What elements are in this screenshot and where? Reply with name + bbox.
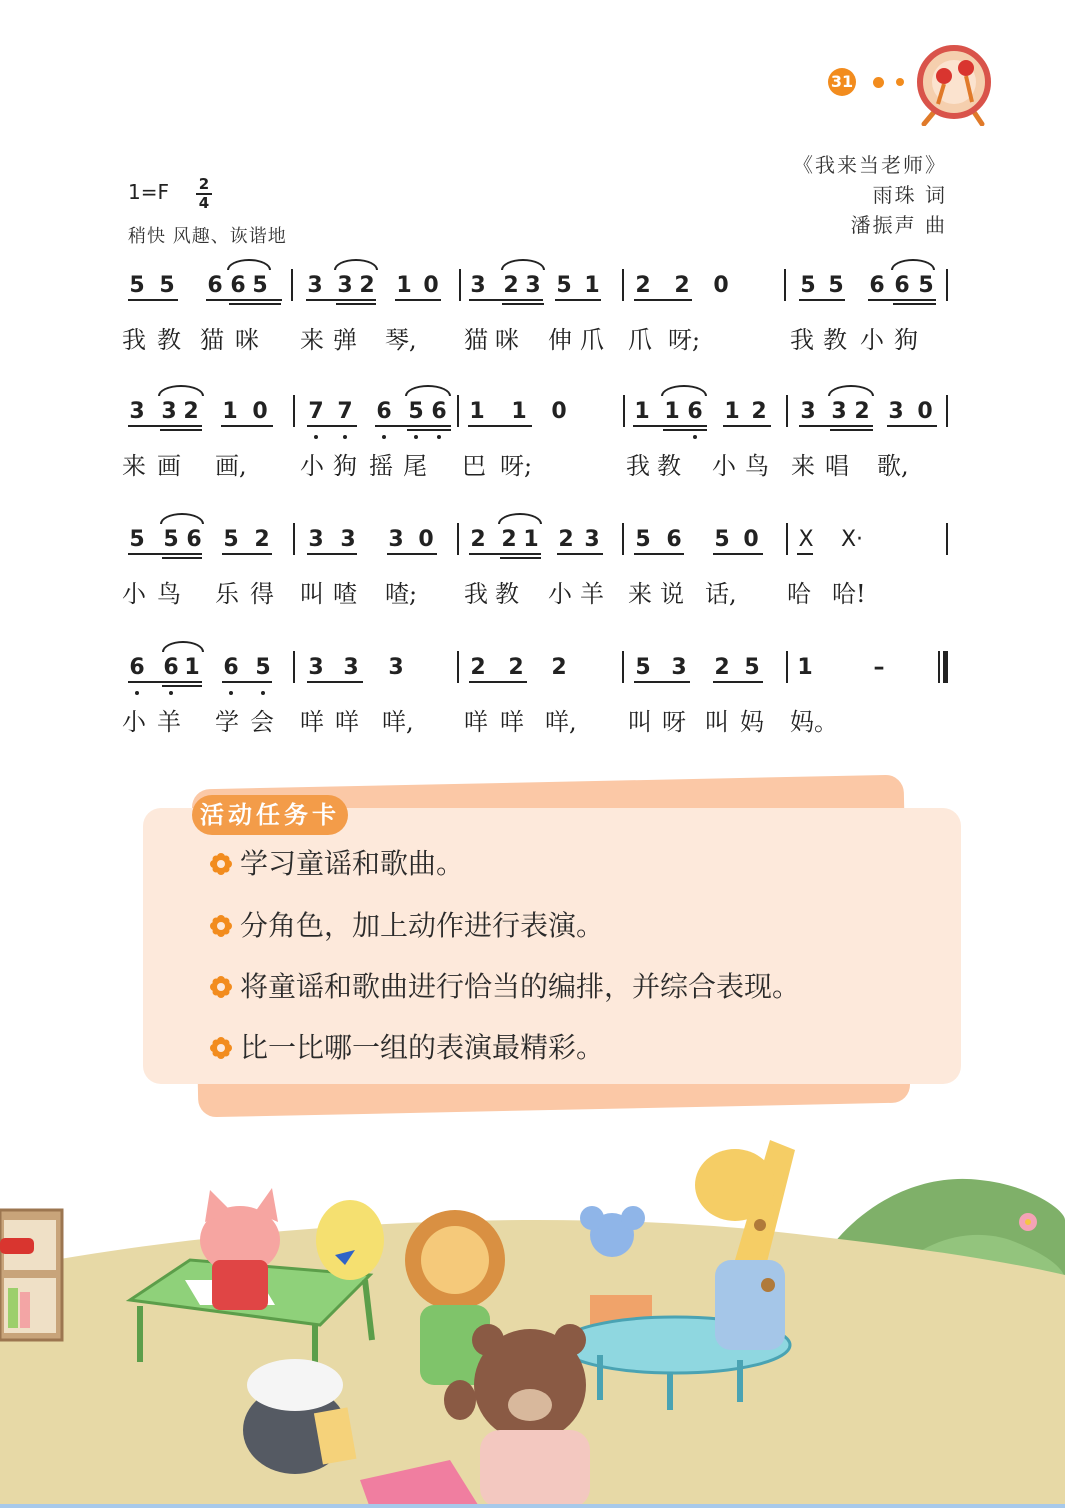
note: 5 <box>159 273 175 298</box>
note: 5 <box>828 273 844 298</box>
song-title: 《我来当老师》 <box>793 153 947 177</box>
task-card-title: 活动任务卡 <box>192 795 348 835</box>
task-item: 将童谣和歌曲进行恰当的编排，并综合表现。 <box>210 969 800 1005</box>
task-item: 比一比哪一组的表演最精彩。 <box>210 1030 604 1066</box>
barline <box>291 269 293 301</box>
note: 3 <box>525 273 541 298</box>
classroom-animals-illustration <box>0 1110 1065 1508</box>
note: 6 <box>894 273 910 298</box>
note: 0 <box>713 273 729 298</box>
note: 1 <box>396 273 412 298</box>
lyric-line-1: 我 教 猫 咪 来 弹 琴, 猫 咪 伸 爪 爪 呀; 我 教 小 狗 <box>122 326 918 354</box>
lyric-line-3: 小 鸟 乐 得 叫 喳 喳; 我 教 小 羊 来 说 话, 哈 哈! <box>122 580 866 608</box>
note: 2 <box>503 273 519 298</box>
flower-bullet-icon <box>210 853 232 875</box>
note: 2 <box>359 273 375 298</box>
song-credits <box>793 150 947 240</box>
note: 5 <box>252 273 268 298</box>
score-line-4: 6 6 1 6 5 3 3 3 2 2 2 5 3 2 5 1 – <box>0 653 1065 693</box>
lyricist: 雨珠 词 <box>872 183 947 207</box>
note: 3 <box>470 273 486 298</box>
note: 0 <box>423 273 439 298</box>
score-line-1 <box>0 271 1065 311</box>
tempo-marking: 稍快 风趣、诙谐地 <box>128 226 287 247</box>
note: 6 <box>207 273 223 298</box>
decor-dot <box>896 78 904 86</box>
lyric-line-2: 来 画 画, 小 狗 摇 尾 巴 呀; 我 教 小 鸟 来 唱 歌, <box>122 452 909 480</box>
drum-icon <box>916 42 992 126</box>
task-item: 学习童谣和歌曲。 <box>210 846 464 882</box>
barline <box>459 269 461 301</box>
note: 6 <box>230 273 246 298</box>
barline <box>946 269 948 301</box>
note: 2 <box>635 273 651 298</box>
note: 2 <box>674 273 690 298</box>
key-signature: 1=F <box>128 180 169 204</box>
note: 1 <box>584 273 600 298</box>
note: 5 <box>800 273 816 298</box>
note: 5 <box>556 273 572 298</box>
note: 6 <box>869 273 885 298</box>
barline <box>784 269 786 301</box>
flower-bullet-icon <box>210 1037 232 1059</box>
note: 3 <box>307 273 323 298</box>
composer: 潘振声 曲 <box>850 213 947 237</box>
note: 3 <box>337 273 353 298</box>
lyric-line-4: 小 羊 学 会 咩 咩 咩, 咩 咩 咩, 叫 呀 叫 妈 妈。 <box>122 708 838 736</box>
barline <box>622 269 624 301</box>
task-item: 分角色，加上动作进行表演。 <box>210 908 604 944</box>
decor-dot <box>873 77 884 88</box>
page-number-badge: 31 <box>828 68 856 96</box>
score-line-2: 3 3 2 1 0 7 7 6 5 6 1 1 0 1 1 6 1 2 3 3 2 3 0 <box>0 397 1065 437</box>
flower-bullet-icon <box>210 915 232 937</box>
score-line-3: 5 5 6 5 2 3 3 3 0 2 2 1 2 3 5 6 5 0 X X· <box>0 525 1065 565</box>
flower-bullet-icon <box>210 976 232 998</box>
note: 5 <box>129 273 145 298</box>
note: 5 <box>918 273 934 298</box>
time-signature: 2 4 <box>195 176 213 212</box>
